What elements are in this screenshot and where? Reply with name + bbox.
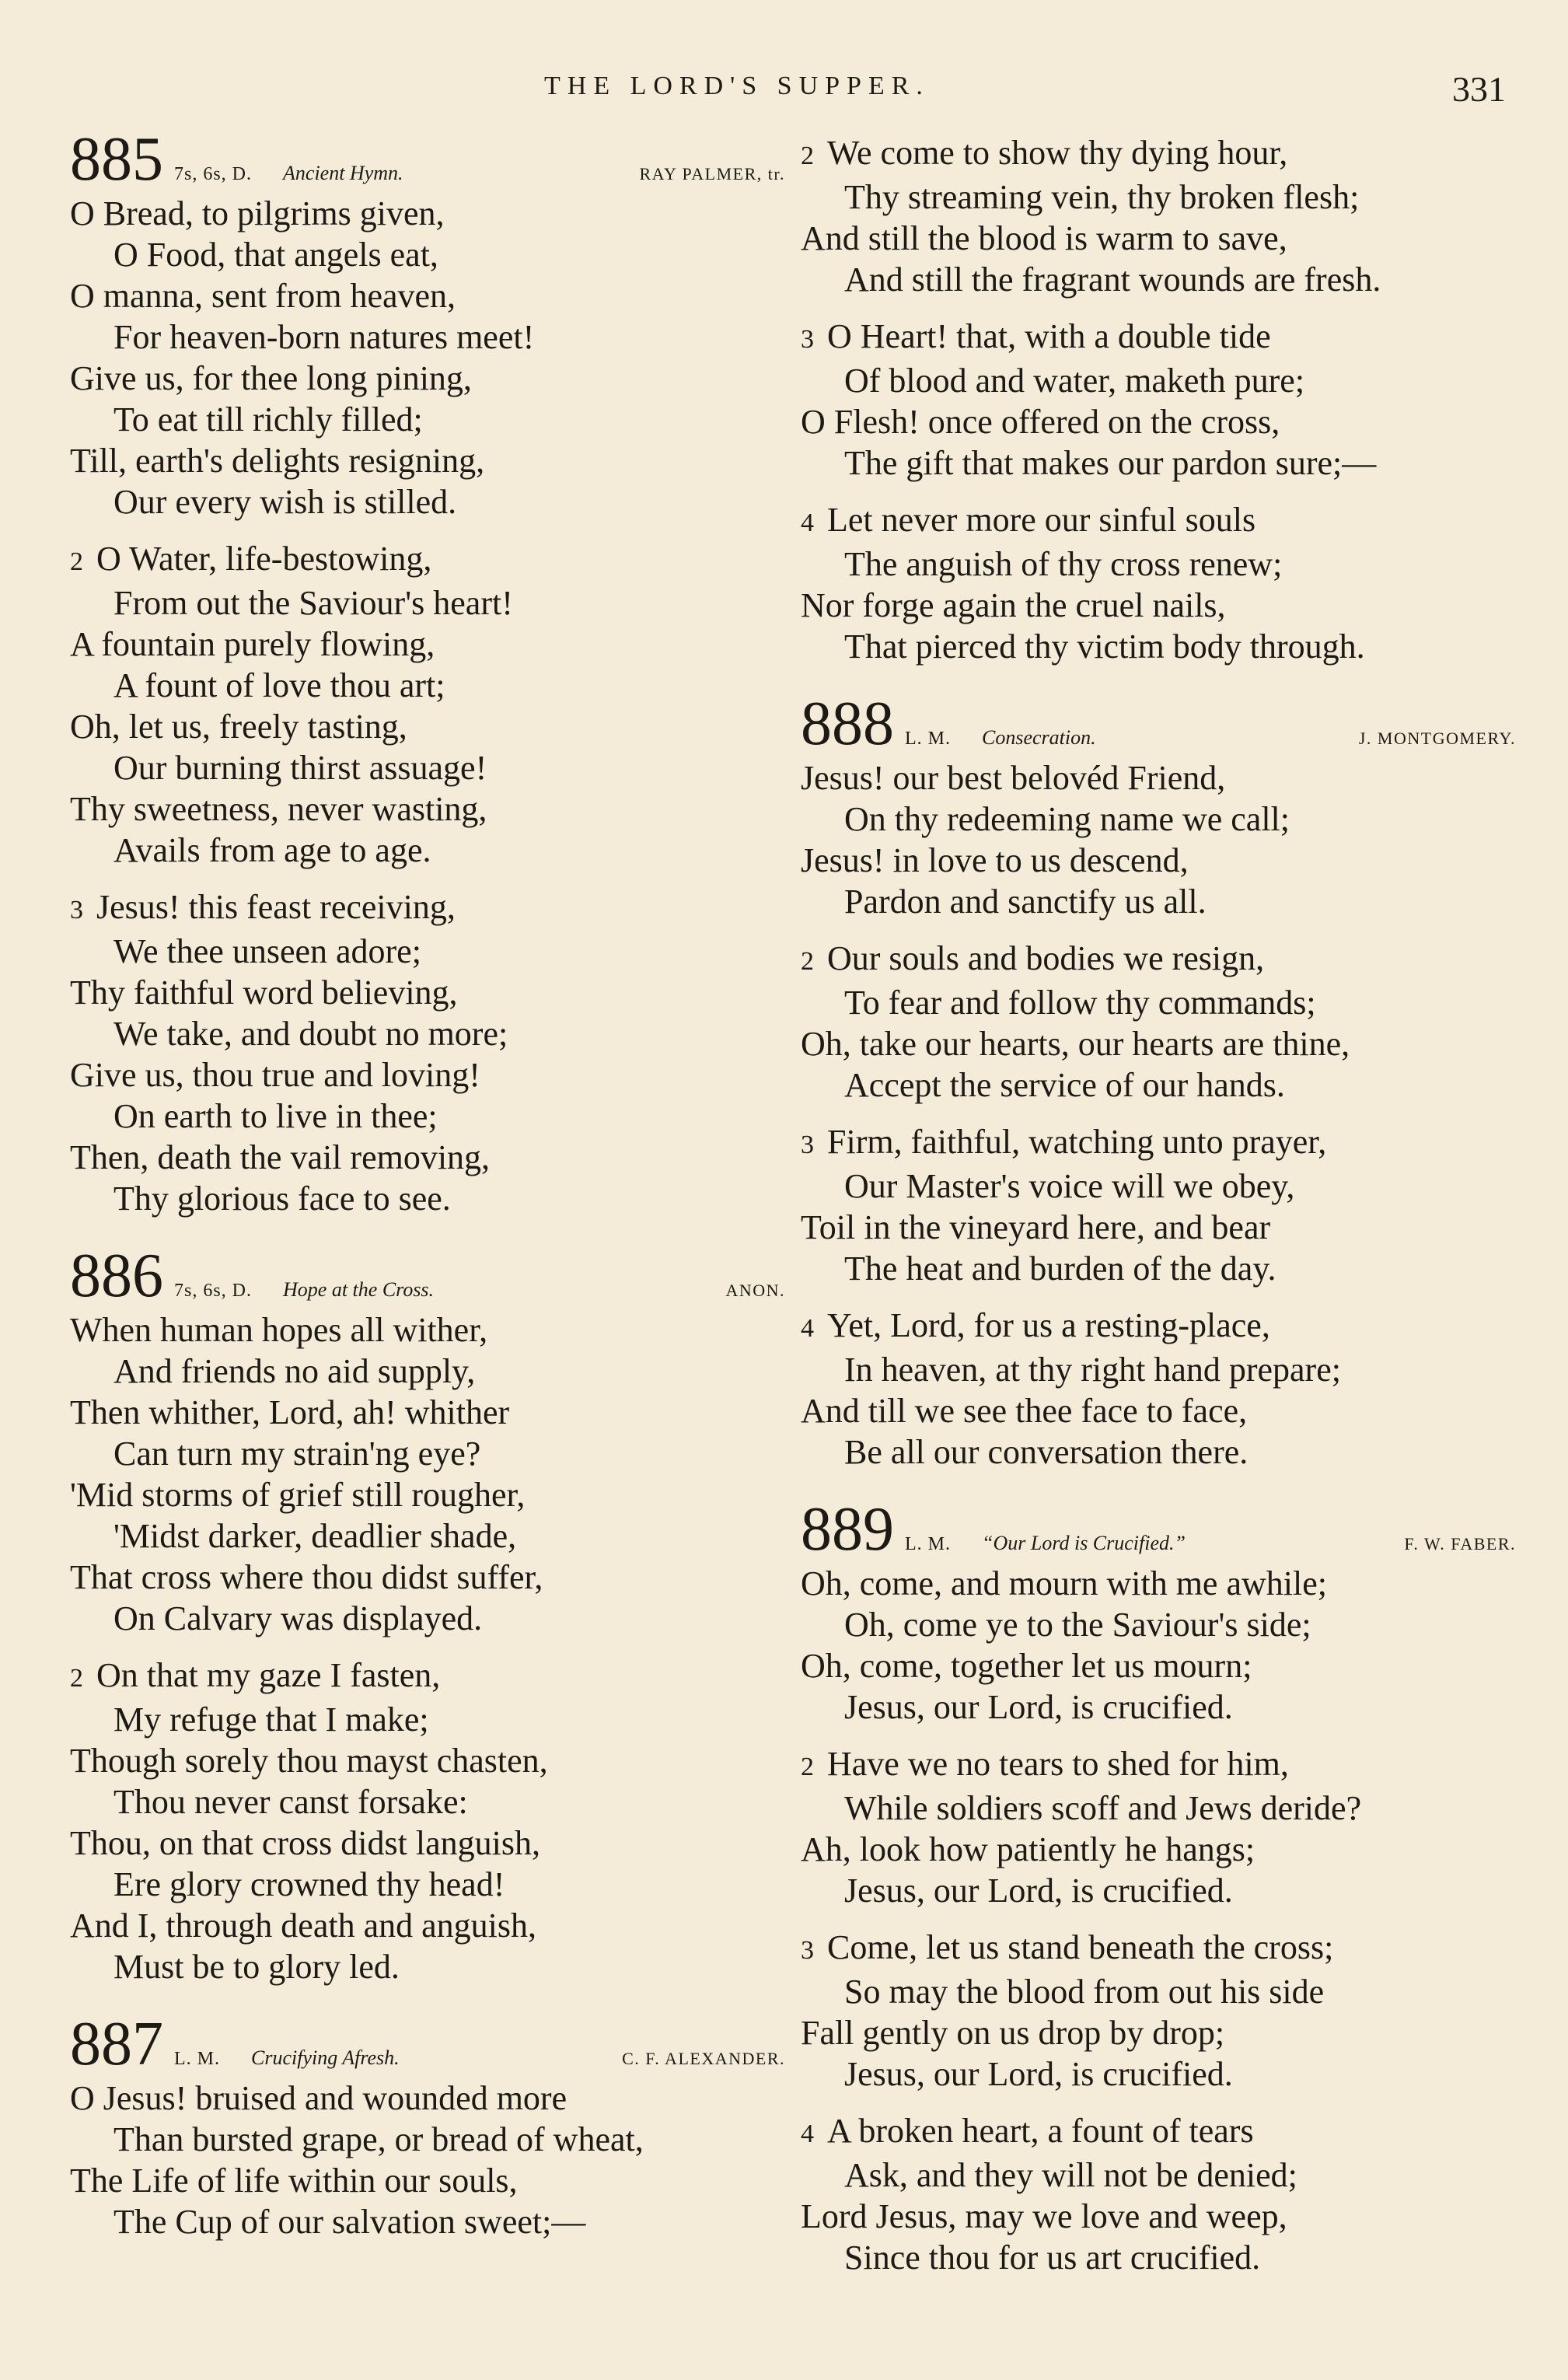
verse-line: Ah, look how patiently he hangs;: [801, 1830, 1255, 1868]
hymn-tune: Ancient Hymn.: [283, 162, 403, 184]
hymn-meter: 7s, 6s, D.: [174, 1281, 253, 1301]
hymn-number: 889: [801, 1495, 894, 1564]
verse-line: 4 Yet, Lord, for us a resting-place,: [801, 1305, 1516, 1349]
verse-line: Oh, let us, freely tasting,: [70, 708, 407, 746]
verse-number: 3: [70, 896, 83, 924]
verse-line: Oh, take our hearts, our hearts are thine,: [801, 1025, 1350, 1063]
verse-line: Thy streaming vein, thy broken flesh;: [844, 178, 1360, 216]
verse-line: Must be to glory led.: [113, 1948, 400, 1986]
verse-number: 2: [70, 1664, 83, 1693]
verse-line: So may the blood from out his side: [844, 1973, 1325, 2011]
hymn-tune: Consecration.: [982, 726, 1096, 749]
hymn-author: F. W. FABER.: [1404, 1534, 1516, 1553]
verse-line: Ask, and they will not be denied;: [844, 2156, 1297, 2194]
hymn-number: 887: [70, 2010, 163, 2078]
hymn-meter: L. M.: [174, 2049, 220, 2069]
hymn-tune: “Our Lord is Crucified.”: [982, 1532, 1186, 1554]
hymn-tune: Crucifying Afresh.: [251, 2046, 400, 2069]
verse-line: Oh, come ye to the Saviour's side;: [844, 1606, 1311, 1644]
verse-line: 2 O Water, life-bestowing,: [70, 538, 785, 582]
stanza-3: [801, 316, 1516, 484]
verse-line: Thy sweetness, never wasting,: [70, 790, 487, 828]
verse-number: 4: [801, 2120, 814, 2148]
hymn-author: ANON.: [725, 1281, 785, 1300]
verse-line: Thou, on that cross didst languish,: [70, 1824, 540, 1862]
verse-line: That pierced thy victim body through.: [844, 627, 1365, 666]
verse-line: And till we see thee face to face,: [801, 1392, 1248, 1430]
verse-line: In heaven, at thy right hand prepare;: [844, 1351, 1341, 1389]
verse-line: 'Mid storms of grief still rougher,: [70, 1476, 526, 1514]
verse-line: Then, death the vail removing,: [70, 1138, 491, 1176]
stanza-1: [70, 193, 785, 522]
right-column: [801, 132, 1516, 2308]
verse-line: Be all our conversation there.: [844, 1433, 1248, 1471]
stanza-3: [801, 1121, 1516, 1289]
verse-line: Than bursted grape, or bread of wheat,: [113, 2120, 644, 2158]
running-head: THE LORD'S SUPPER.: [544, 72, 930, 100]
verse-line: O Bread, to pilgrims given,: [70, 194, 445, 232]
verse-line: To fear and follow thy commands;: [844, 984, 1316, 1022]
verse-line: The heat and burden of the day.: [844, 1249, 1276, 1288]
verse-line: Jesus! our best belovéd Friend,: [801, 759, 1226, 797]
stanza-2: [801, 132, 1516, 300]
verse-line: Our burning thirst assuage!: [113, 749, 487, 787]
stanza-2: [70, 1655, 785, 1987]
verse-line: The anguish of thy cross renew;: [844, 545, 1283, 583]
hymn-889: [801, 1495, 1516, 2278]
hymn-887-continued: [801, 132, 1516, 667]
stanza-1: [70, 2078, 785, 2242]
stanza-3: [801, 1927, 1516, 2095]
stanza-4: [801, 2110, 1516, 2278]
verse-line: Lord Jesus, may we love and weep,: [801, 2197, 1287, 2235]
hymn-heading: [70, 2010, 785, 2078]
hymn-meter: 7s, 6s, D.: [174, 164, 253, 184]
stanza-2: [70, 538, 785, 871]
hymn-number: 888: [801, 690, 894, 758]
verse-line: When human hopes all wither,: [70, 1311, 488, 1349]
verse-line: 2 Have we no tears to shed for him,: [801, 1743, 1516, 1788]
verse-line: Toil in the vineyard here, and bear: [801, 1208, 1271, 1246]
hymn-author: J. MONTGOMERY.: [1358, 729, 1516, 748]
stanza-3: [70, 886, 785, 1219]
verse-line: On thy redeeming name we call;: [844, 800, 1290, 838]
verse-line: Thy faithful word believing,: [70, 973, 458, 1012]
hymn-meter: L. M.: [905, 1534, 951, 1554]
verse-line: To eat till richly filled;: [113, 400, 423, 439]
hymn-number: 886: [70, 1242, 163, 1310]
verse-line: On Calvary was displayed.: [113, 1599, 483, 1637]
verse-line: And still the blood is warm to save,: [801, 219, 1287, 257]
verse-line: Jesus, our Lord, is crucified.: [844, 1871, 1233, 1910]
verse-line: Though sorely thou mayst chasten,: [70, 1742, 548, 1780]
verse-line: Avails from age to age.: [113, 831, 431, 869]
verse-line: Fall gently on us drop by drop;: [801, 2014, 1225, 2052]
stanza-4: [801, 1305, 1516, 1473]
verse-line: 'Midst darker, deadlier shade,: [113, 1517, 517, 1555]
verse-line: Till, earth's delights resigning,: [70, 442, 485, 480]
verse-line: 3 Jesus! this feast receiving,: [70, 886, 785, 931]
verse-line: My refuge that I make;: [113, 1700, 429, 1739]
stanza-1: [70, 1309, 785, 1639]
verse-line: We thee unseen adore;: [113, 932, 421, 970]
verse-line: Of blood and water, maketh pure;: [844, 362, 1305, 400]
hymn-author: C. F. ALEXANDER.: [622, 2049, 785, 2068]
verse-line: From out the Saviour's heart!: [113, 584, 513, 622]
verse-line: O Jesus! bruised and wounded more: [70, 2079, 567, 2117]
verse-line: Oh, come, together let us mourn;: [801, 1647, 1252, 1685]
verse-line: On earth to live in thee;: [113, 1097, 438, 1135]
verse-line: For heaven-born natures meet!: [113, 318, 535, 356]
stanza-1: [801, 1563, 1516, 1728]
verse-line: 2 Our souls and bodies we resign,: [801, 938, 1516, 982]
hymn-887: [70, 2010, 785, 2242]
hymn-heading: [801, 690, 1516, 758]
verse-line: While soldiers scoff and Jews deride?: [844, 1789, 1362, 1827]
verse-line: A fountain purely flowing,: [70, 625, 435, 663]
verse-number: 2: [801, 142, 814, 170]
verse-line: A fount of love thou art;: [113, 666, 445, 704]
verse-line: Thy glorious face to see.: [113, 1180, 451, 1218]
verse-line: Give us, for thee long pining,: [70, 359, 472, 397]
verse-line: 3 O Heart! that, with a double tide: [801, 316, 1516, 360]
verse-line: Jesus! in love to us descend,: [801, 841, 1189, 879]
verse-line: Our every wish is stilled.: [113, 483, 457, 521]
verse-line: Can turn my strain'ng eye?: [113, 1435, 481, 1473]
verse-line: And still the fragrant wounds are fresh.: [844, 260, 1381, 299]
verse-number: 2: [70, 547, 83, 576]
verse-number: 3: [801, 325, 814, 354]
stanza-1: [801, 757, 1516, 922]
verse-line: Accept the service of our hands.: [844, 1066, 1285, 1104]
verse-line: That cross where thou didst suffer,: [70, 1558, 543, 1596]
hymn-886: [70, 1242, 785, 1987]
verse-line: The Cup of our salvation sweet;—: [113, 2203, 586, 2241]
hymn-author: RAY PALMER, tr.: [639, 164, 785, 183]
verse-line: Jesus, our Lord, is crucified.: [844, 1688, 1233, 1726]
verse-number: 3: [801, 1131, 814, 1159]
verse-line: And I, through death and anguish,: [70, 1906, 536, 1945]
verse-line: 3 Firm, faithful, watching unto prayer,: [801, 1121, 1516, 1166]
verse-number: 3: [801, 1936, 814, 1965]
verse-line: Give us, thou true and loving!: [70, 1056, 480, 1094]
verse-line: Since thou for us art crucified.: [844, 2238, 1261, 2277]
stanza-2: [801, 938, 1516, 1106]
verse-line: And friends no aid supply,: [113, 1352, 476, 1390]
verse-number: 2: [801, 1753, 814, 1781]
verse-number: 2: [801, 947, 814, 976]
verse-line: O Flesh! once offered on the cross,: [801, 403, 1280, 441]
stanza-2: [801, 1743, 1516, 1911]
verse-line: 2 On that my gaze I fasten,: [70, 1655, 785, 1699]
verse-line: Our Master's voice will we obey,: [844, 1167, 1295, 1205]
verse-line: Then whither, Lord, ah! whither: [70, 1393, 510, 1431]
verse-line: Nor forge again the cruel nails,: [801, 586, 1226, 624]
verse-number: 4: [801, 509, 814, 537]
verse-line: Thou never canst forsake:: [113, 1783, 468, 1821]
hymn-heading: [801, 1495, 1516, 1564]
verse-line: Ere glory crowned thy head!: [113, 1865, 505, 1903]
verse-line: O Food, that angels eat,: [113, 236, 438, 274]
verse-line: 4 A broken heart, a fount of tears: [801, 2110, 1516, 2155]
hymn-tune: Hope at the Cross.: [283, 1278, 435, 1301]
verse-line: 3 Come, let us stand beneath the cross;: [801, 1927, 1516, 1971]
hymn-heading: [70, 125, 785, 194]
verse-number: 4: [801, 1314, 814, 1343]
verse-line: Oh, come, and mourn with me awhile;: [801, 1564, 1327, 1602]
verse-line: We take, and doubt no more;: [113, 1015, 508, 1053]
verse-line: The Life of life within our souls,: [70, 2162, 518, 2200]
verse-line: O manna, sent from heaven,: [70, 277, 456, 315]
hymn-heading: [70, 1242, 785, 1310]
verse-line: 2 We come to show thy dying hour,: [801, 132, 1516, 176]
verse-line: The gift that makes our pardon sure;—: [844, 444, 1377, 482]
stanza-4: [801, 499, 1516, 667]
hymn-meter: L. M.: [905, 729, 951, 749]
page-number: 331: [1452, 69, 1506, 109]
verse-line: 4 Let never more our sinful souls: [801, 499, 1516, 543]
hymn-888: [801, 690, 1516, 1473]
hymn-885: [70, 125, 785, 1219]
hymn-number: 885: [70, 125, 163, 194]
left-column: [70, 125, 785, 2272]
verse-line: Pardon and sanctify us all.: [844, 882, 1207, 921]
verse-line: Jesus, our Lord, is crucified.: [844, 2055, 1233, 2093]
